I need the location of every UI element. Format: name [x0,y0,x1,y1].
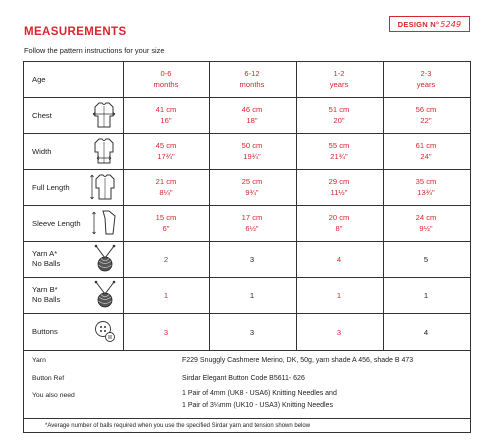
buttons-count: 3 [249,328,255,337]
measurements-table [23,61,471,433]
size-header: 1-2 years [329,69,349,89]
buttons-count: 4 [423,328,429,337]
row-divider [24,277,470,278]
buttons-count: 3 [163,328,169,337]
button-ref-label: Button Ref [32,375,65,382]
yarn-b-balls: 1 [163,291,169,300]
width-value: 61 cm 24" [415,141,437,161]
chest-value: 46 cm 18" [241,105,263,125]
yarn-a-balls: 2 [163,255,169,264]
width-value: 50 cm 19¾" [241,141,263,161]
also-need-value-1: 1 Pair of 4mm (UK8 - USA6) Knitting Needles and [182,390,337,397]
chest-value: 56 cm 22" [415,105,437,125]
page-subtitle: Follow the pattern instructions for your size [24,46,165,55]
buttons-count: 3 [336,328,342,337]
width-value: 55 cm 21¾" [328,141,350,161]
yarn-ball-icon [92,280,118,310]
yarn-label: Yarn [32,357,46,364]
row-divider [24,418,470,419]
yarn-b-balls: 1 [423,291,429,300]
size-header: 2-3 years [416,69,436,89]
yarn-value: F229 Snuggly Cashmere Merino, DK, 50g, yarn shade A 456, shade B 473 [182,357,414,364]
row-divider [24,205,470,206]
sleeve-length-value: 15 cm 6" [155,213,177,233]
design-label: DESIGN N° [397,19,440,29]
yarn-a-balls: 4 [336,255,342,264]
button-icon [94,319,116,343]
sweater-chest-icon [92,100,116,130]
yarn-ball-icon [92,244,118,274]
row-divider [24,350,470,351]
row-label-full-length: Full Length [32,183,70,192]
row-label-buttons: Buttons [32,327,58,336]
page-title: MEASUREMENTS [24,26,127,38]
sleeve-length-value: 24 cm 9½" [415,213,437,233]
chest-value: 41 cm 16" [155,105,177,125]
row-label-yarn-b: Yarn B* No Balls [32,285,61,304]
row-label-age: Age [32,75,46,84]
also-need-value-2: 1 Pair of 3¼mm (UK10 - USA3) Knitting Needles [182,402,333,409]
row-label-sleeve-length: Sleeve Length [32,219,81,228]
button-ref-value: Sirdar Elegant Button Code B5611- 626 [182,375,305,382]
row-label-chest: Chest [32,111,52,120]
yarn-b-balls: 1 [336,291,342,300]
yarn-a-balls: 3 [249,255,255,264]
row-label-width: Width [32,147,52,156]
row-divider [24,241,470,242]
sleeve-length-value: 20 cm 8" [328,213,350,233]
yarn-b-balls: 1 [249,291,255,300]
design-number-badge [389,16,470,32]
design-number: 5249 [440,19,462,29]
width-value: 45 cm 17¾" [155,141,177,161]
footnote: *Average number of balls required when you use the specified Sirdar yarn and tension shown below [45,423,311,429]
full-length-value: 35 cm 13¾" [415,177,437,197]
full-length-value: 25 cm 9¾" [241,177,263,197]
full-length-value: 29 cm 11½" [328,177,350,197]
size-header: 6-12 months [239,69,265,89]
also-need-label: You also need [32,392,75,399]
chest-value: 51 cm 20" [328,105,350,125]
row-label-yarn-a: Yarn A* No Balls [32,249,61,268]
row-divider [24,313,470,314]
row-divider [24,133,470,134]
yarn-a-balls: 5 [423,255,429,264]
sleeve-length-value: 17 cm 6½" [241,213,263,233]
sweater-length-icon [88,172,118,202]
sleeve-length-icon [90,208,118,238]
full-length-value: 21 cm 8¼" [155,177,177,197]
sweater-width-icon [92,136,116,166]
row-divider [24,97,470,98]
row-divider [24,169,470,170]
size-header: 0-6 months [153,69,179,89]
